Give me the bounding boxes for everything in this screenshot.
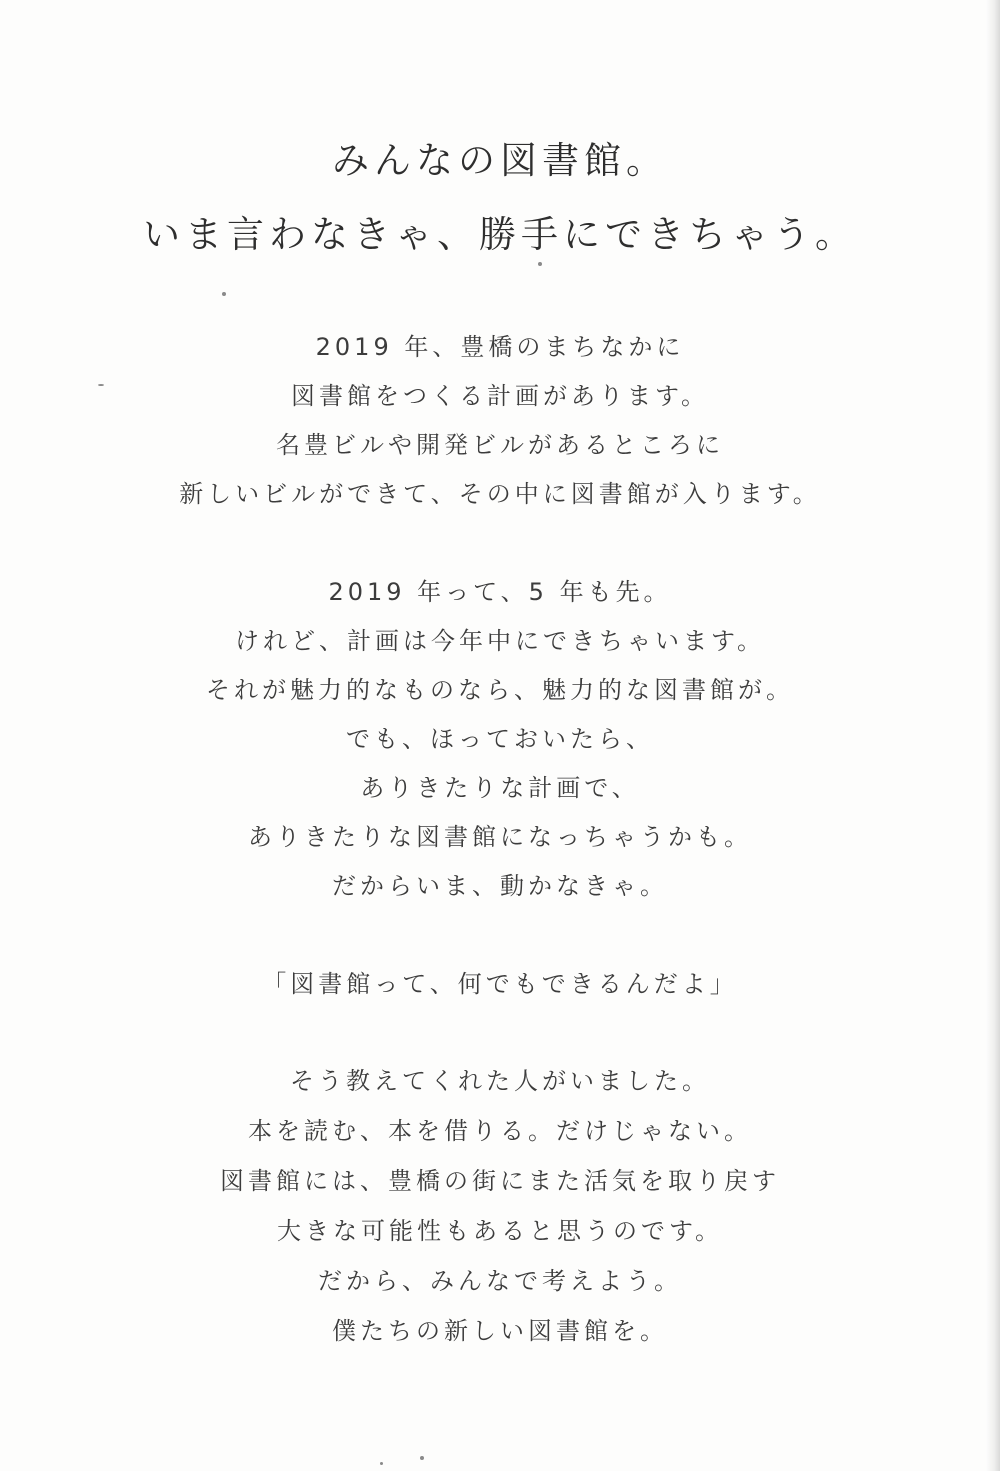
quote-line: 「図書館って、何でもできるんだよ」	[262, 970, 738, 998]
paragraph-4-line-2: 本を読む、本を借りる。だけじゃない。	[248, 1117, 752, 1145]
scan-speck	[538, 262, 542, 266]
paragraph-4-line-5: だから、みんなで考えよう。	[318, 1267, 682, 1295]
paragraph-4-line-3: 図書館には、豊橋の街にまた活気を取り戻す	[220, 1167, 780, 1195]
scan-speck	[380, 1462, 383, 1465]
paragraph-1-line-1: 2019 年、豊橋のまちなかに	[315, 333, 685, 361]
paragraph-2-line-1: 2019 年って、5 年も先。	[328, 578, 672, 606]
paragraph-1-line-3: 名豊ビルや開発ビルがあるところに	[276, 431, 724, 459]
paragraph-4-line-6: 僕たちの新しい図書館を。	[332, 1317, 668, 1345]
scan-speck	[98, 384, 104, 386]
paragraph-4-line-1: そう教えてくれた人がいました。	[290, 1067, 710, 1095]
paragraph-2-line-7: だからいま、動かなきゃ。	[332, 872, 668, 900]
paragraph-2-line-3: それが魅力的なものなら、魅力的な図書館が。	[206, 676, 794, 704]
headline-line-1: みんなの図書館。	[332, 139, 668, 182]
paragraph-2-line-6: ありきたりな図書館になっちゃうかも。	[248, 823, 752, 851]
scan-speck	[420, 1456, 424, 1460]
paragraph-2-line-4: でも、ほっておいたら、	[346, 725, 654, 753]
paragraph-1-line-4: 新しいビルができて、その中に図書館が入ります。	[179, 480, 821, 508]
paragraph-2-line-2: けれど、計画は今年中にできちゃいます。	[234, 627, 766, 655]
headline-line-2: いま言わなきゃ、勝手にできちゃう。	[143, 213, 857, 256]
scan-speck	[222, 292, 226, 296]
paragraph-2-line-5: ありきたりな計画で、	[360, 774, 640, 802]
paragraph-4-line-4: 大きな可能性もあると思うのです。	[276, 1217, 724, 1245]
paragraph-1-line-2: 図書館をつくる計画があります。	[290, 382, 710, 410]
